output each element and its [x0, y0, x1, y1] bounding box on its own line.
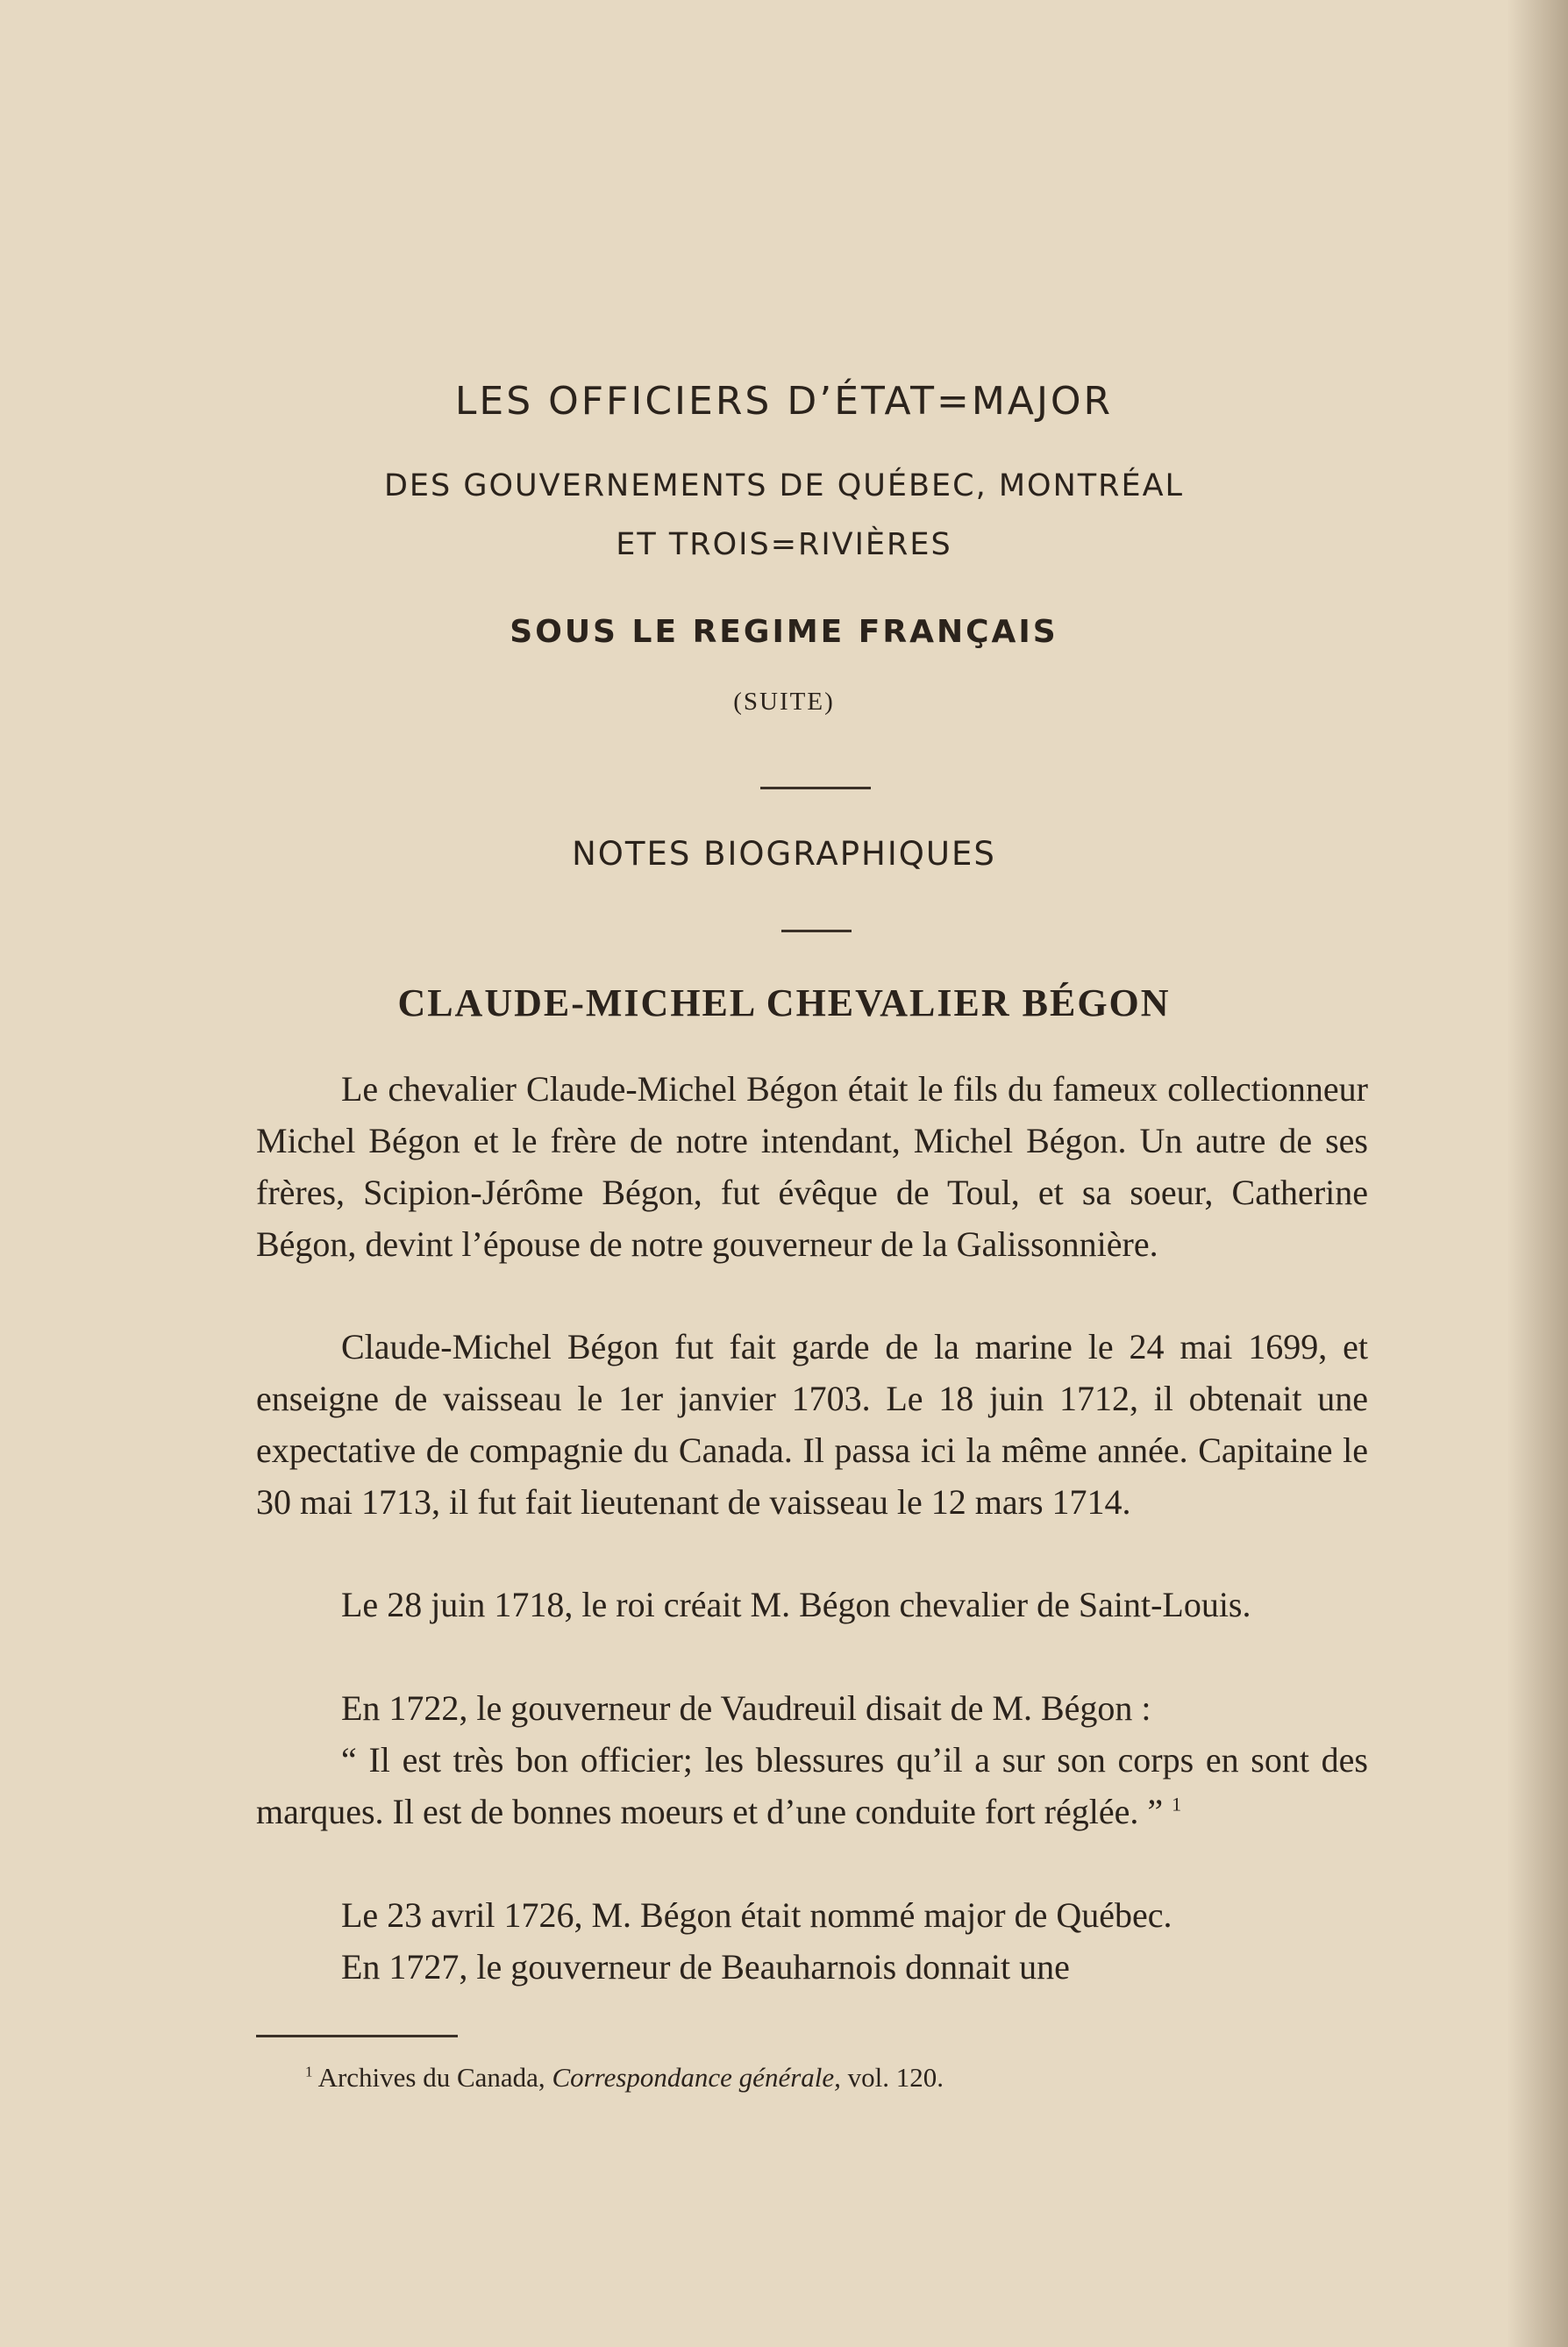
page-edge-shadow	[1507, 0, 1568, 2347]
footnote-source: Archives du Canada,	[317, 2062, 545, 2093]
section-heading: NOTES BIOGRAPHIQUES	[572, 835, 996, 873]
subtitle-line-1: DES GOUVERNEMENTS DE QUÉBEC, MONTRÉAL	[383, 468, 1185, 503]
subtitle-line-2: ET TROIS=RIVIÈRES	[616, 527, 952, 562]
footnote-rule	[256, 2035, 458, 2037]
footnote-marker: 1	[1172, 1793, 1182, 1816]
footnote-number: 1	[305, 2063, 313, 2080]
footnote-volume: vol. 120.	[847, 2062, 944, 2093]
quote-text: “ Il est très bon officier; les blessures qu’il a sur son corps en sont des marques. Il est de bonnes moeurs et d’une conduite fort réglée. ”	[256, 1740, 1368, 1831]
paragraph: Le chevalier Claude-Michel Bégon était le fils du fameux collectionneur Michel Bégon et le frère de notre intendant, Michel Bégon. Un autre de ses frères, Scipion-Jérôme Bégon, fut évêque de Toul, et sa soeur, Catherine Bégon, devint l’épouse de notre gouverneur de la Galissonnière.	[256, 1069, 1368, 1264]
quote-paragraph	[256, 1734, 1368, 1837]
footnote-work: Correspondance générale,	[552, 2062, 841, 2093]
page-title: LES OFFICIERS D’ÉTAT=MAJOR	[454, 379, 1114, 424]
paragraph: Claude-Michel Bégon fut fait garde de la marine le 24 mai 1699, et enseigne de vaisseau le 1er janvier 1703. Le 18 juin 1712, il obtenait une expectative de compagnie du Canada. Il passa ici la même année. Capitaine le 30 mai 1713, il fut fait lieutenant de vaisseau le 12 mars 1714.	[256, 1327, 1368, 1522]
suite-label: (SUITE)	[733, 688, 835, 716]
paragraph: En 1722, le gouverneur de Vaudreuil disait de M. Bégon :	[341, 1688, 1151, 1728]
divider-rule	[781, 930, 852, 932]
regime-heading: SOUS LE REGIME FRANÇAIS	[510, 614, 1058, 650]
divider-rule	[760, 787, 871, 789]
paragraph: Le 23 avril 1726, M. Bégon était nommé major de Québec.	[341, 1895, 1172, 1935]
paragraph: En 1727, le gouverneur de Beauharnois donnait une	[341, 1947, 1070, 1987]
paragraph: Le 28 juin 1718, le roi créait M. Bégon chevalier de Saint-Louis.	[341, 1585, 1251, 1624]
footnote	[305, 2060, 1358, 2095]
biography-name: CLAUDE-MICHEL CHEVALIER BÉGON	[397, 981, 1171, 1024]
